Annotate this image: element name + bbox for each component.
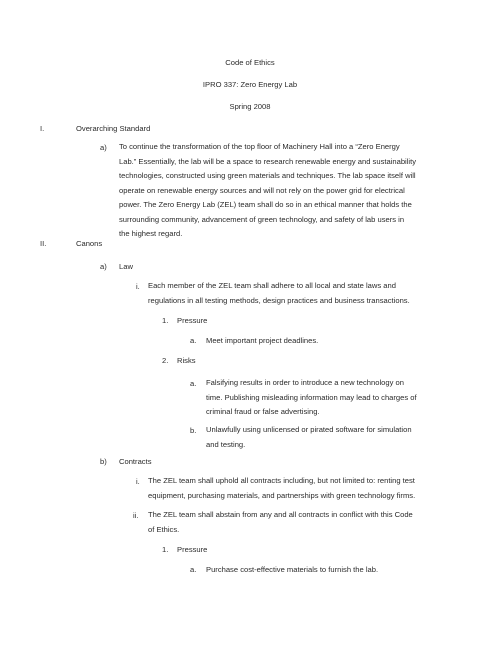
section-heading: Canons xyxy=(76,239,103,248)
paragraph xyxy=(148,508,413,537)
paragraph-line: To continue the transformation of the top floor of Machinery Hall into a “Zero Energy xyxy=(119,142,400,151)
paragraph-line: time. Publishing misleading information may lead to charges of xyxy=(206,392,417,402)
item-text: Meet important project deadlines. xyxy=(206,336,319,345)
item-marker: a) xyxy=(100,143,107,152)
paragraph-line: The ZEL team shall abstain from any and all contracts in conflict with this Code xyxy=(148,510,413,519)
item-marker: i. xyxy=(136,477,140,486)
paragraph-line: regulations in all testing methods, design practices and business transactions. xyxy=(148,295,410,305)
paragraph-line: power. The Zero Energy Lab (ZEL) team shall do so in an ethical manner that holds the xyxy=(119,200,412,209)
item-marker: a. xyxy=(190,336,197,345)
item-heading: Law xyxy=(119,262,133,271)
item-marker: a) xyxy=(100,262,107,271)
paragraph-line: The ZEL team shall uphold all contracts including, but not limited to: renting test xyxy=(148,476,415,485)
course-line: IPRO 337: Zero Energy Lab xyxy=(202,80,298,89)
item-marker: i. xyxy=(136,282,140,291)
paragraph-line: Unlawfully using unlicensed or pirated software for simulation xyxy=(206,425,412,434)
term-line: Spring 2008 xyxy=(229,102,271,111)
section-number: I. xyxy=(40,124,45,133)
paragraph-line: surrounding community, advancement of green technology, and safety of lab users in xyxy=(119,214,405,224)
item-heading: Pressure xyxy=(177,316,208,325)
paragraph xyxy=(148,474,415,503)
item-marker: a. xyxy=(190,565,197,574)
paragraph-line: Each member of the ZEL team shall adhere to all local and state laws and xyxy=(148,281,396,290)
paragraph-line: the highest regard. xyxy=(119,229,183,238)
item-marker: a. xyxy=(190,379,197,388)
item-marker: ii. xyxy=(133,511,139,520)
paragraph-line: of Ethics. xyxy=(148,524,180,534)
item-marker: b. xyxy=(190,426,197,435)
paragraph xyxy=(148,279,410,308)
paragraph xyxy=(119,140,416,242)
item-text: Purchase cost-effective materials to furnish the lab. xyxy=(206,565,379,574)
section-heading: Overarching Standard xyxy=(76,124,151,133)
item-marker: 2. xyxy=(162,356,169,365)
section-number: II. xyxy=(40,239,47,248)
item-heading: Pressure xyxy=(177,545,208,554)
item-heading: Contracts xyxy=(119,457,152,466)
paragraph-line: Falsifying results in order to introduce a new technology on xyxy=(206,378,404,387)
paragraph-line: Lab.” Essentially, the lab will be a space to research renewable energy and sustainability xyxy=(119,156,417,166)
paragraph-line: equipment, purchasing materials, and partnerships with green technology firms. xyxy=(148,490,416,500)
item-marker: 1. xyxy=(162,316,169,325)
document-title: Code of Ethics xyxy=(225,58,275,67)
paragraph xyxy=(206,376,417,420)
paragraph-line: operate on renewable energy sources and will not rely on the power grid for electrical xyxy=(119,185,405,195)
paragraph-line: criminal fraud or false advertising. xyxy=(206,407,320,416)
paragraph-line: technologies, constructed using green materials and techniques. The lab space itself will xyxy=(119,171,416,180)
paragraph-line: and testing. xyxy=(206,439,246,449)
paragraph xyxy=(206,423,412,452)
item-marker: b) xyxy=(100,457,107,466)
item-heading: Risks xyxy=(177,356,196,365)
item-marker: 1. xyxy=(162,545,169,554)
